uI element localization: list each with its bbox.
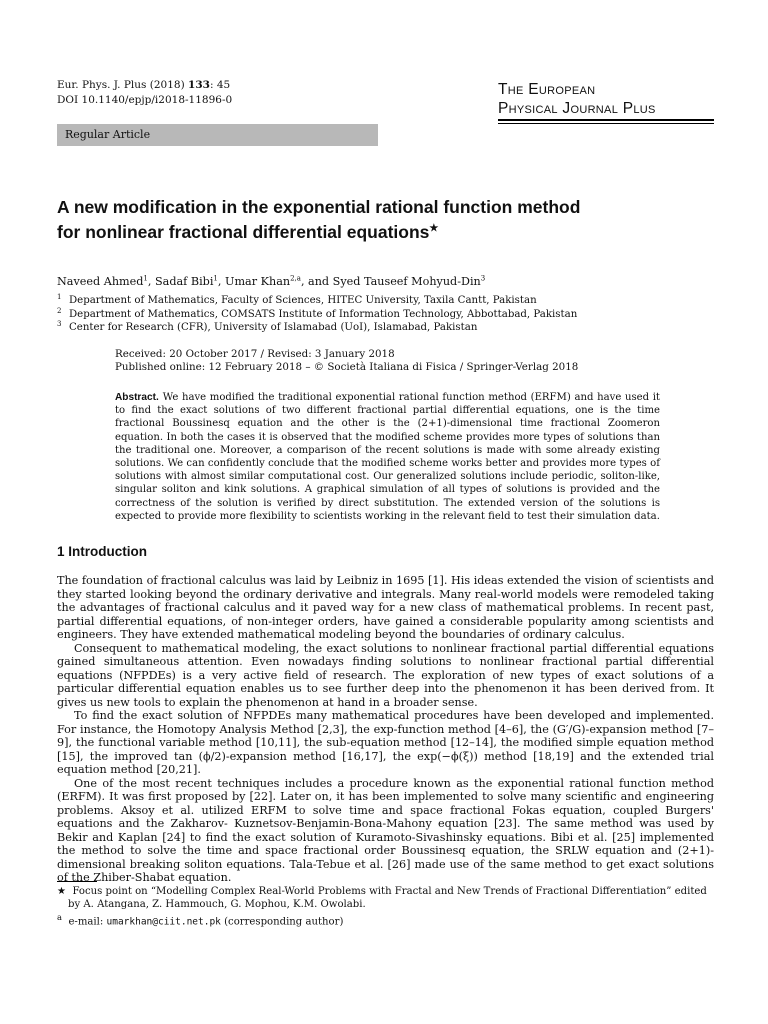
doi[interactable]: DOI 10.1140/epjp/i2018-11896-0 bbox=[57, 94, 233, 106]
article-page bbox=[57, 0, 714, 1024]
journal-name-line2: Physical Journal Plus bbox=[498, 100, 656, 117]
paragraph: Consequent to mathematical modeling, the exact solutions to nonlinear fractional partial differential equations gained simultaneous attention. Even nowadays finding solutions to nonlinear fractional partial differential equations (NFPDEs) is a very active field of research. The exploration of new types of exact solutions of a particular differential equation enables us to see further deep into the phenomenon it has been derived from. It gives us new tools to explain the phenomenon at hand in a broader sense. bbox=[57, 641, 714, 709]
author: Sadaf Bibi$^1$, bbox=[155, 274, 226, 288]
article-title-line2: for nonlinear fractional differential equations bbox=[57, 221, 430, 242]
paragraph: To find the exact solution of NFPDEs many mathematical procedures have been developed and implemented. For instance, the Homotopy Analysis Method [2,3], the exp-function method [4–6], the (G′/G)-expansion method [7–9], the functional variable method [10,11], the sub-equation method [12–14], the modified simple equation method [15], the improved tan (ϕ/2)-expansion method [16,17], the exp(−ϕ(ξ)) method [18,19] and the extended trial equation method [20,21]. bbox=[57, 709, 714, 776]
journal-name bbox=[498, 80, 714, 118]
abstract bbox=[115, 391, 660, 523]
paragraph: One of the most recent techniques includes a procedure known as the exponential rational function method (ERFM). It was first proposed by [22]. Later on, it has been implemented to solve many scientific and engineering problems. Aksoy et al. utilized ERFM to solve time and space fractional Fokas equation, coupled Burgers' equations and the Zakharov- Kuznetsov-Benjamin-Bona-Mahony equation [23]. The same method was used by Bekir and Kaplan [24] to find the exact solution of Kuramoto-Sivashinsky equations. Bibi et al. [25] implemented the method to solve the time and space fractional order Boussinesq equation, the SRLW equation and (2+1)-dimensional breaking soliton equations. Tala-Tebue et al. [26] made use of the same method to get exact solutions of the Zhiber-Shabat equation. bbox=[57, 776, 714, 884]
author: Syed Tauseef Mohyud-Din$^3$ bbox=[332, 274, 486, 288]
journal-citation-line bbox=[57, 78, 232, 93]
published-online-date: Published online: 12 February 2018 – © Società Italiana di Fisica / Springer-Verlag 2018 bbox=[115, 361, 579, 373]
article-type-bar bbox=[57, 124, 378, 146]
journal-volume: 133 bbox=[188, 79, 210, 91]
article-number: : 45 bbox=[209, 79, 231, 91]
section-heading: 1 Introduction bbox=[57, 544, 147, 559]
footnote-a-mark: a bbox=[57, 912, 63, 922]
corresponding-email-link[interactable]: umarkhan@ciit.net.pk bbox=[106, 916, 221, 928]
footnote-star bbox=[57, 885, 714, 911]
footnote-divider bbox=[57, 881, 97, 882]
footnotes bbox=[57, 885, 714, 928]
affiliation: 1 Department of Mathematics, Faculty of Sciences, HITEC University, Taxila Cantt, Pakistan bbox=[57, 293, 537, 306]
journal-citation: Eur. Phys. J. Plus (2018) bbox=[57, 79, 185, 91]
title-footnote-mark[interactable]: ★ bbox=[429, 223, 439, 234]
footnote-star-mark: ★ bbox=[57, 886, 67, 897]
publication-dates bbox=[115, 348, 578, 374]
author-list bbox=[57, 271, 714, 289]
abstract-label: Abstract. bbox=[115, 392, 159, 403]
section-body bbox=[57, 574, 714, 885]
email-note: (corresponding author) bbox=[224, 916, 344, 928]
paragraph: The foundation of fractional calculus was laid by Leibniz in 1695 [1]. His ideas extended the vision of scientists and they started looking beyond the ordinary derivative and integrals. Many real-world models were remodeled taking the advantages of fractional calculus and it paved way for a new class of mathematical problems. In recent past, partial differential equations, of non-integer orders, have gained a considerable popularity among scientists and engineers. They have extended mathematical modeling beyond the boundaries of ordinary calculus. bbox=[57, 574, 714, 641]
journal-name-line1: The European bbox=[498, 81, 596, 98]
abstract-text: We have modified the traditional exponential rational function method (ERFM) and have used it to find the exact solutions of two different fractional partial differential equations, one is the time fractional Boussinesq equation and the other is the (2+1)-dimensional time fractional Zoomeron equation. In both the cases it is observed that the modified scheme provides more types of solutions than the traditional one. Moreover, a comparison of the recent solutions is made with some already existing solutions. We can confidently conclude that the modified scheme works better and provides more types of solutions with almost similar computational cost. Our generalized solutions include periodic, soliton-like, singular soliton and kink solutions. A graphical simulation of all types of solutions is provided and the correctness of the solution is verified by direct substitution. The extended version of the solutions is expected to provide more flexibility to scientists working in the relevant field to test their simulation data. bbox=[115, 392, 660, 522]
journal-name-rule-thin bbox=[498, 123, 714, 124]
journal-reference bbox=[57, 78, 232, 108]
article-title-line1: A new modification in the exponential rational function method bbox=[57, 197, 581, 217]
author: Naveed Ahmed$^1$, bbox=[57, 274, 156, 288]
journal-name-rule-thick bbox=[498, 119, 714, 121]
article-type-label: Regular Article bbox=[65, 128, 151, 141]
article-title bbox=[57, 196, 714, 243]
footnote-star-text: Focus point on “Modelling Complex Real-World Problems with Fractal and New Trends of Fractional Differentiation” edited by A. Atangana, Z. Hammouch, G. Mophou, K.M. Owolabi. bbox=[68, 886, 707, 910]
footnote-email bbox=[57, 911, 714, 928]
email-label: e-mail: bbox=[68, 916, 104, 928]
author: Umar Khan$^{2,a}$, and bbox=[225, 274, 333, 288]
affiliation: 3 Center for Research (CFR), University of Islamabad (UoI), Islamabad, Pakistan bbox=[57, 320, 478, 333]
received-revised-dates: Received: 20 October 2017 / Revised: 3 January 2018 bbox=[115, 348, 395, 360]
affiliation: 2 Department of Mathematics, COMSATS Institute of Information Technology, Abbottabad, Pakistan bbox=[57, 306, 578, 320]
affiliation-list bbox=[57, 294, 714, 335]
